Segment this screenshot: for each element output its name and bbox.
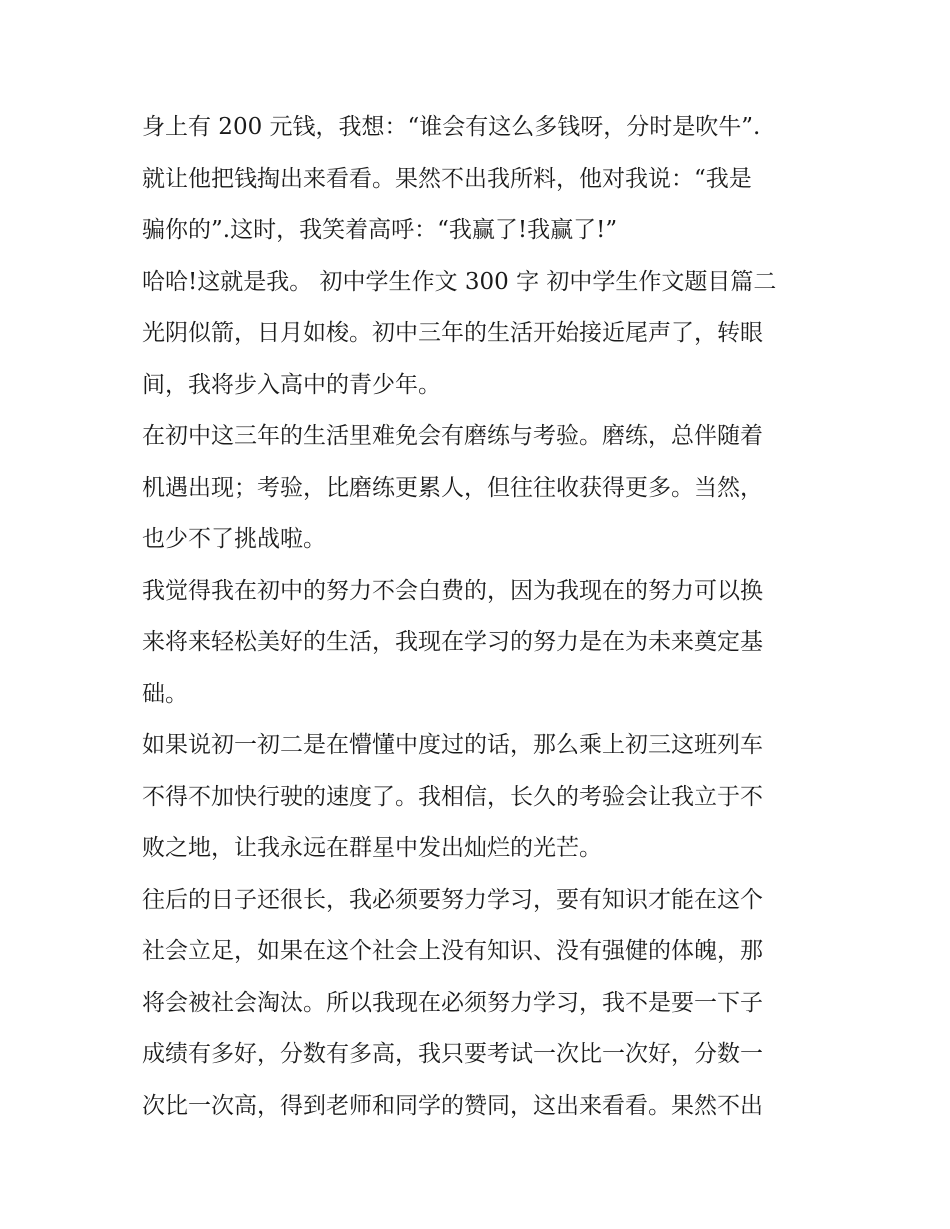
text-line: 身上有 200 元钱，我想：“谁会有这么多钱呀，分时是吹牛”.: [142, 114, 761, 140]
text-line: 不得不加快行驶的速度了。我相信，长久的考验会让我立于不: [142, 783, 763, 810]
text-line: 往后的日子还很长，我必须要努力学习，要有知识才能在这个: [142, 886, 763, 913]
text-line: 在初中这三年的生活里难免会有磨练与考验。磨练，总伴随着: [142, 423, 763, 449]
text-line: 机遇出现；考验，比磨练更累人，但往往收获得更多。当然，: [142, 474, 763, 501]
text-line: 也少不了挑战啦。: [142, 526, 326, 552]
text-line: 将会被社会淘汰。所以我现在必须努力学习，我不是要一下子: [142, 989, 763, 1016]
text-line: 骗你的”.这时，我笑着高呼：“我赢了!我赢了!”: [142, 217, 618, 243]
text-line: 光阴似箭，日月如梭。初中三年的生活开始接近尾声了，转眼: [142, 320, 763, 346]
essay-body: [142, 107, 822, 1137]
text-line: 间，我将步入高中的青少年。: [142, 371, 441, 398]
text-line: 来将来轻松美好的生活，我现在学习的努力是在为未来奠定基: [142, 629, 763, 655]
text-line: 败之地，让我永远在群星中发出灿烂的光芒。: [142, 835, 602, 861]
text-line: 次比一次高，得到老师和同学的赞同，这出来看看。果然不出: [142, 1092, 763, 1119]
text-line: 如果说初一初二是在懵懂中度过的话，那么乘上初三这班列车: [142, 732, 763, 758]
text-line: 我觉得我在初中的努力不会白费的，因为我现在的努力可以换: [142, 577, 763, 604]
text-line: 成绩有多好，分数有多高，我只要考试一次比一次好，分数一: [142, 1041, 763, 1067]
text-line: 哈哈!这就是我。 初中学生作文 300 字 初中学生作文题目篇二: [142, 268, 777, 295]
text-line: 就让他把钱掏出来看看。果然不出我所料，他对我说：“我是: [142, 165, 752, 192]
text-line: 社会立足，如果在这个社会上没有知识、没有强健的体魄，那: [142, 938, 763, 964]
text-line: 础。: [142, 680, 188, 707]
